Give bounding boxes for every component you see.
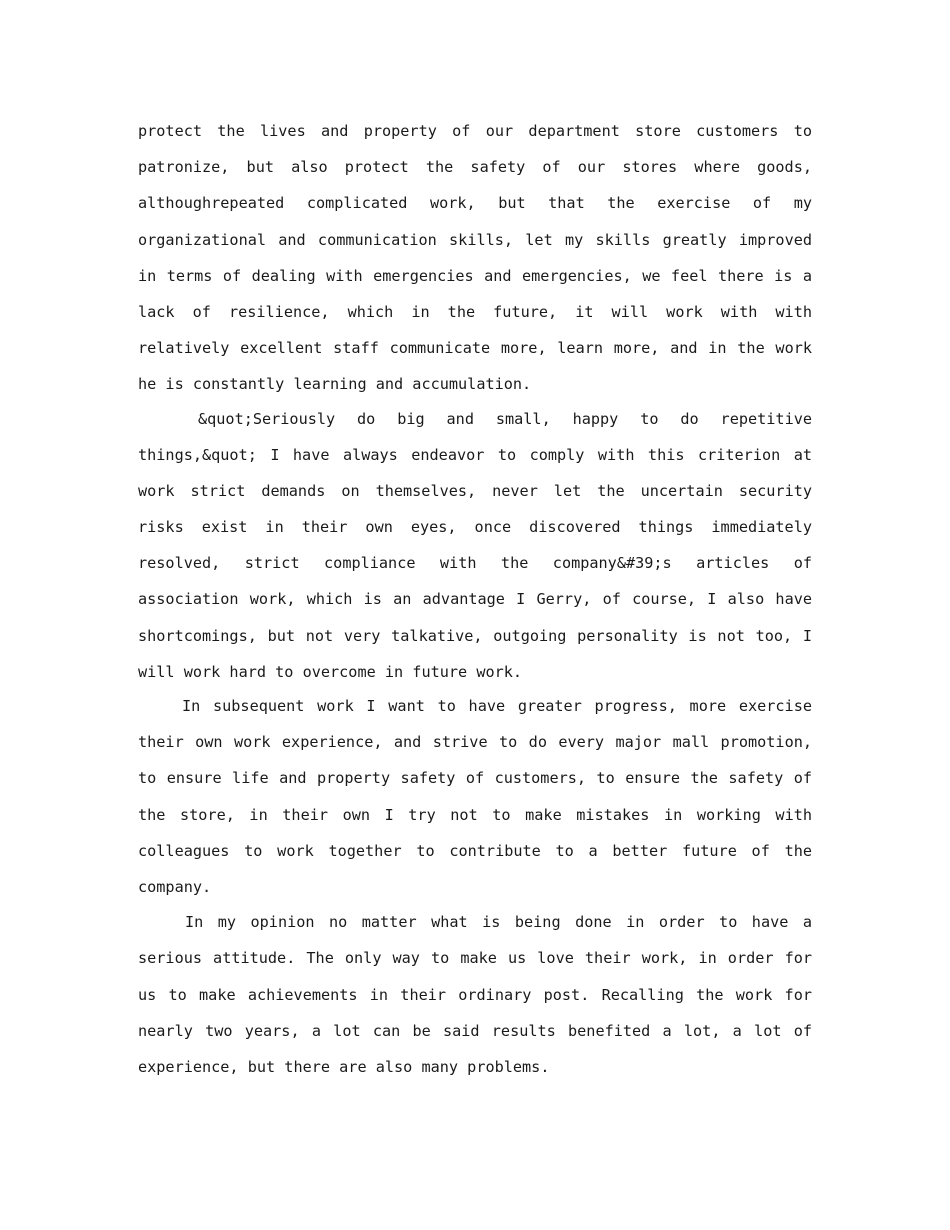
text-line: relatively excellent staff communicate more, learn more, and in the work <box>138 339 812 358</box>
text-line: he is constantly learning and accumulation. <box>138 375 532 394</box>
text-line: resolved, strict compliance with the company&#39;s articles of <box>138 554 812 573</box>
text-line: protect the lives and property of our department store customers to <box>138 122 812 140</box>
text-line: organizational and communication skills, let my skills greatly improved <box>138 230 812 249</box>
text-line: association work, which is an advantage I Gerry, of course, I also have <box>138 590 812 609</box>
text-line: their own work experience, and strive to do every major mall promotion, <box>138 733 812 752</box>
text-line: us to make achievements in their ordinary post. Recalling the work for <box>138 985 812 1004</box>
text-line: in terms of dealing with emergencies and emergencies, we feel there is a <box>138 266 812 285</box>
text-line: will work hard to overcome in future work. <box>138 662 523 681</box>
text-line: althoughrepeated complicated work, but that the exercise of my <box>138 194 812 213</box>
text-line: to ensure life and property safety of customers, to ensure the safety of <box>138 769 812 788</box>
text-line: colleagues to work together to contribute to a better future of the <box>138 841 812 860</box>
paragraph-2 <box>138 401 812 691</box>
text-line: experience, but there are also many problems. <box>138 1057 550 1076</box>
document-body <box>138 113 812 1085</box>
paragraph-3 <box>138 688 812 905</box>
text-line: things,&quot; I have always endeavor to comply with this criterion at <box>138 445 812 464</box>
text-line: In my opinion no matter what is being done in order to have a <box>185 913 812 932</box>
text-line: the store, in their own I try not to make mistakes in working with <box>138 805 812 824</box>
text-line: risks exist in their own eyes, once discovered things immediately <box>138 518 812 537</box>
paragraph-1 <box>138 113 812 403</box>
text-line: &quot;Seriously do big and small, happy to do repetitive <box>198 409 812 428</box>
text-line: serious attitude. The only way to make us love their work, in order for <box>138 949 812 968</box>
text-line: work strict demands on themselves, never let the uncertain security <box>138 481 812 500</box>
text-line: nearly two years, a lot can be said results benefited a lot, a lot of <box>138 1021 812 1040</box>
text-line: company. <box>138 877 212 896</box>
paragraph-4 <box>138 904 812 1085</box>
text-line: shortcomings, but not very talkative, outgoing personality is not too, I <box>138 626 812 645</box>
text-line: In subsequent work I want to have greater progress, more exercise <box>182 697 812 715</box>
text-line: lack of resilience, which in the future, it will work with with <box>138 302 812 321</box>
text-line: patronize, but also protect the safety of our stores where goods, <box>138 158 812 177</box>
